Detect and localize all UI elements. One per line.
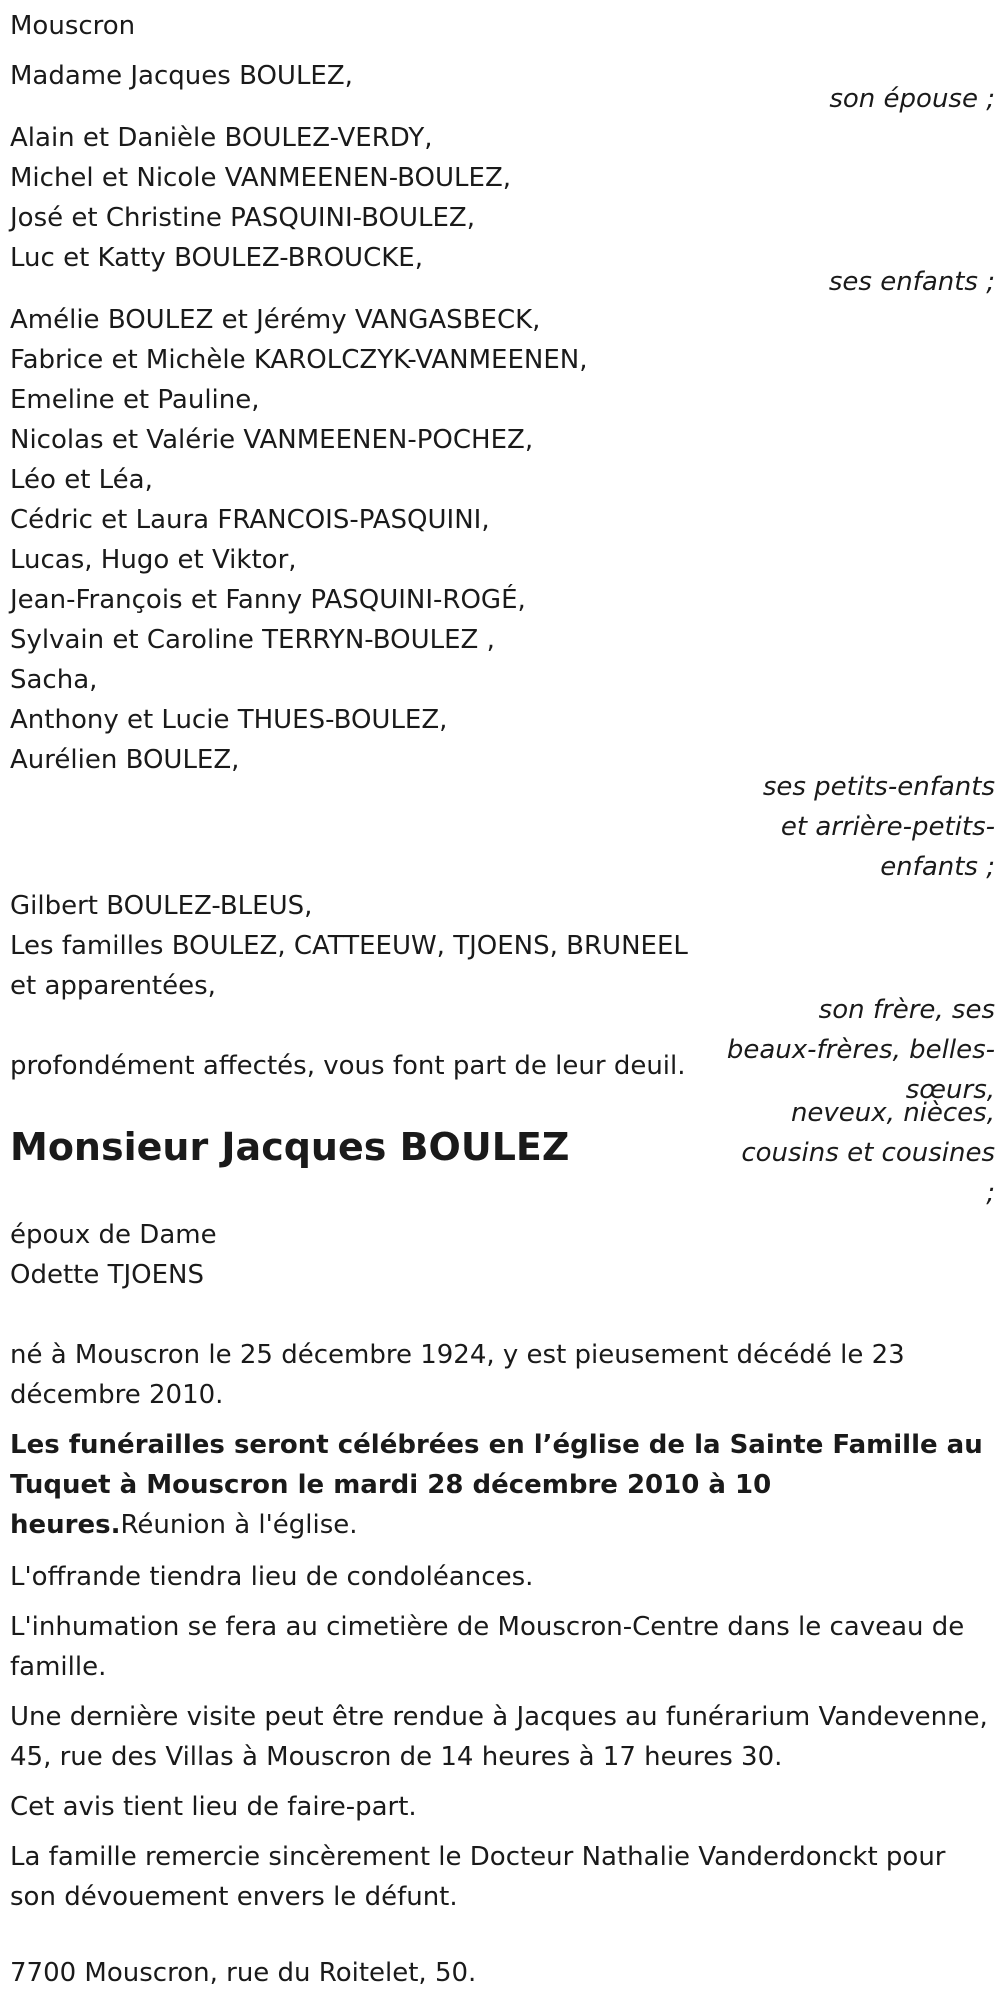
funeral-meeting: Réunion à l'église. [120,1510,358,1540]
grandchild-name: Emeline et Pauline, [10,385,260,415]
grandchild-name: Léo et Léa, [10,465,153,495]
sibling-name: et apparentées, [10,971,216,1001]
grandchild-name: Aurélien BOULEZ, [10,745,240,775]
funeral-paragraph [10,1425,995,1545]
visit-paragraph: Une dernière visite peut être rendue à Jacques au funérarium Vandevenne, 45, rue des Villas à Mouscron de 14 heures à 17 heures 30. [10,1702,988,1772]
announcement-text: profondément affectés, vous font part de leur deuil. [10,1051,686,1081]
grandchild-name: Nicolas et Valérie VANMEENEN-POCHEZ, [10,425,534,455]
siblings-role-line: sœurs, [905,1075,995,1105]
burial-paragraph: L'inhumation se fera au cimetière de Mouscron-Centre dans le caveau de famille. [10,1612,965,1682]
spouse-name: Madame Jacques BOULEZ, [10,61,353,91]
funeral-details: Les funérailles seront célébrées en l’église de la Sainte Famille au Tuquet à Mouscron le mardi 28 décembre 2010 à 10 heures. [10,1430,983,1540]
children-role: ses enfants ; [828,267,995,297]
thanks-paragraph: La famille remercie sincèrement le Docteur Nathalie Vanderdonckt pour son dévouement envers le défunt. [10,1842,946,1912]
grandchild-name: Anthony et Lucie THUES-BOULEZ, [10,705,448,735]
grandchildren-role-line: et arrière-petits- [780,812,995,842]
child-name: Alain et Danièle BOULEZ-VERDY, [10,123,433,153]
child-name: Luc et Katty BOULEZ-BROUCKE, [10,243,423,273]
address: 7700 Mouscron, rue du Roitelet, 50. [10,1958,477,1988]
birth-death-paragraph: né à Mouscron le 25 décembre 1924, y est pieusement décédé le 23 décembre 2010. [10,1340,905,1410]
grandchild-name: Amélie BOULEZ et Jérémy VANGASBECK, [10,305,541,335]
deceased-name: Monsieur Jacques BOULEZ [10,1125,570,1169]
grandchild-name: Jean-François et Fanny PASQUINI-ROGÉ, [10,585,526,615]
grandchild-name: Sacha, [10,665,98,695]
sibling-name: Les familles BOULEZ, CATTEEUW, TJOENS, BRUNEEL [10,931,688,961]
spouse-role: son épouse ; [829,84,995,114]
grandchild-name: Lucas, Hugo et Viktor, [10,545,297,575]
child-name: Michel et Nicole VANMEENEN-BOULEZ, [10,163,512,193]
deceased-spouse-line: Odette TJOENS [10,1260,205,1290]
city-header: Mouscron [10,11,136,41]
child-name: José et Christine PASQUINI-BOULEZ, [10,203,475,233]
offering-paragraph: L'offrande tiendra lieu de condoléances. [10,1562,534,1592]
grandchildren-role-line: ses petits-enfants [762,772,995,802]
siblings-role-line: beaux-frères, belles- [726,1035,995,1065]
grandchildren-role-line: enfants ; [880,852,995,882]
grandchild-name: Cédric et Laura FRANCOIS-PASQUINI, [10,505,490,535]
siblings-role-line-2: neveux, nièces, [790,1098,995,1128]
siblings-role-line-2: cousins et cousines [741,1138,995,1168]
grandchild-name: Sylvain et Caroline TERRYN-BOULEZ , [10,625,495,655]
notice-paragraph: Cet avis tient lieu de faire-part. [10,1792,417,1822]
grandchild-name: Fabrice et Michèle KAROLCZYK-VANMEENEN, [10,345,588,375]
deceased-spouse-line: époux de Dame [10,1220,217,1250]
sibling-name: Gilbert BOULEZ-BLEUS, [10,891,313,921]
siblings-role-line: son frère, ses [818,995,995,1025]
siblings-role-line-2: ; [986,1178,995,1208]
